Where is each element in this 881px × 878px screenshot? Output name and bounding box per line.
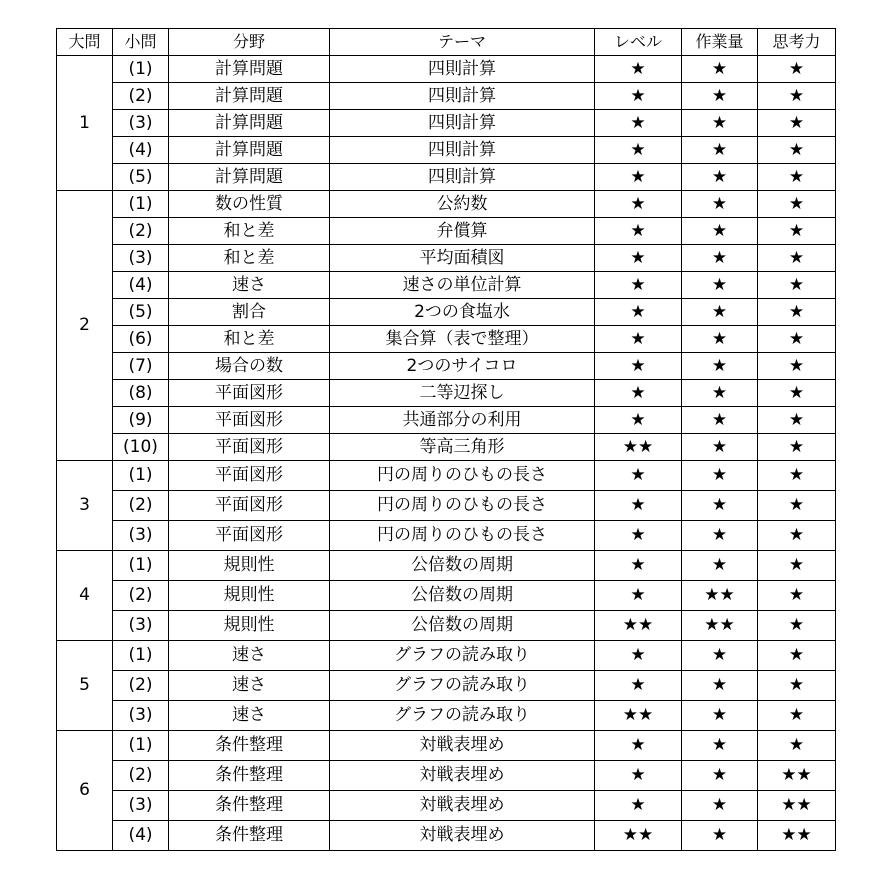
- thinking-rating-cell: ★: [758, 461, 836, 491]
- field-cell: 和と差: [169, 245, 330, 272]
- table-row: [57, 191, 836, 218]
- table-row: [57, 611, 836, 641]
- table-row: [57, 701, 836, 731]
- header-row: [57, 29, 836, 56]
- table-row: [57, 461, 836, 491]
- theme-cell: 四則計算: [330, 83, 595, 110]
- table-row: [57, 761, 836, 791]
- level-rating-cell: ★: [595, 326, 682, 353]
- minor-question-cell: (3): [113, 611, 169, 641]
- thinking-rating-cell: ★: [758, 380, 836, 407]
- theme-cell: 対戦表埋め: [330, 761, 595, 791]
- table-row: [57, 731, 836, 761]
- level-rating-cell: ★: [595, 272, 682, 299]
- field-cell: 規則性: [169, 581, 330, 611]
- workload-rating-cell: ★★: [682, 581, 758, 611]
- header-theme: テーマ: [330, 29, 595, 56]
- field-cell: 計算問題: [169, 110, 330, 137]
- header-major: 大問: [57, 29, 113, 56]
- major-question-cell: 3: [57, 461, 113, 551]
- minor-question-cell: (8): [113, 380, 169, 407]
- field-cell: 計算問題: [169, 83, 330, 110]
- theme-cell: 2つの食塩水: [330, 299, 595, 326]
- thinking-rating-cell: ★: [758, 299, 836, 326]
- thinking-rating-cell: ★★: [758, 791, 836, 821]
- thinking-rating-cell: ★: [758, 641, 836, 671]
- table-row: [57, 521, 836, 551]
- minor-question-cell: (1): [113, 641, 169, 671]
- level-rating-cell: ★★: [595, 701, 682, 731]
- minor-question-cell: (3): [113, 110, 169, 137]
- thinking-rating-cell: ★★: [758, 821, 836, 851]
- level-rating-cell: ★: [595, 137, 682, 164]
- workload-rating-cell: ★: [682, 551, 758, 581]
- thinking-rating-cell: ★: [758, 521, 836, 551]
- workload-rating-cell: ★: [682, 671, 758, 701]
- minor-question-cell: (2): [113, 83, 169, 110]
- minor-question-cell: (3): [113, 791, 169, 821]
- theme-cell: 公倍数の周期: [330, 551, 595, 581]
- thinking-rating-cell: ★: [758, 611, 836, 641]
- theme-cell: 集合算（表で整理）: [330, 326, 595, 353]
- field-cell: 平面図形: [169, 461, 330, 491]
- major-question-cell: 5: [57, 641, 113, 731]
- workload-rating-cell: ★: [682, 83, 758, 110]
- workload-rating-cell: ★★: [682, 611, 758, 641]
- field-cell: 和と差: [169, 218, 330, 245]
- table-row: [57, 164, 836, 191]
- field-cell: 平面図形: [169, 380, 330, 407]
- minor-question-cell: (2): [113, 761, 169, 791]
- header-thinking: 思考力: [758, 29, 836, 56]
- level-rating-cell: ★: [595, 407, 682, 434]
- level-rating-cell: ★: [595, 218, 682, 245]
- theme-cell: 速さの単位計算: [330, 272, 595, 299]
- table-row: [57, 137, 836, 164]
- theme-cell: 四則計算: [330, 56, 595, 83]
- level-rating-cell: ★: [595, 191, 682, 218]
- field-cell: 平面図形: [169, 407, 330, 434]
- workload-rating-cell: ★: [682, 191, 758, 218]
- field-cell: 規則性: [169, 611, 330, 641]
- level-rating-cell: ★: [595, 83, 682, 110]
- table-row: [57, 434, 836, 461]
- minor-question-cell: (1): [113, 551, 169, 581]
- workload-rating-cell: ★: [682, 380, 758, 407]
- level-rating-cell: ★: [595, 56, 682, 83]
- workload-rating-cell: ★: [682, 641, 758, 671]
- workload-rating-cell: ★: [682, 164, 758, 191]
- table-row: [57, 671, 836, 701]
- minor-question-cell: (4): [113, 137, 169, 164]
- level-rating-cell: ★★: [595, 434, 682, 461]
- workload-rating-cell: ★: [682, 791, 758, 821]
- field-cell: 規則性: [169, 551, 330, 581]
- table-row: [57, 245, 836, 272]
- level-rating-cell: ★: [595, 551, 682, 581]
- thinking-rating-cell: ★: [758, 407, 836, 434]
- field-cell: 計算問題: [169, 164, 330, 191]
- table-row: [57, 299, 836, 326]
- workload-rating-cell: ★: [682, 761, 758, 791]
- field-cell: 平面図形: [169, 521, 330, 551]
- thinking-rating-cell: ★: [758, 272, 836, 299]
- table-row: [57, 272, 836, 299]
- table-row: [57, 56, 836, 83]
- field-cell: 平面図形: [169, 491, 330, 521]
- theme-cell: 対戦表埋め: [330, 821, 595, 851]
- thinking-rating-cell: ★: [758, 551, 836, 581]
- level-rating-cell: ★: [595, 521, 682, 551]
- theme-cell: 対戦表埋め: [330, 731, 595, 761]
- theme-cell: 共通部分の利用: [330, 407, 595, 434]
- workload-rating-cell: ★: [682, 491, 758, 521]
- theme-cell: グラフの読み取り: [330, 671, 595, 701]
- table-row: [57, 641, 836, 671]
- workload-rating-cell: ★: [682, 701, 758, 731]
- field-cell: 計算問題: [169, 56, 330, 83]
- workload-rating-cell: ★: [682, 353, 758, 380]
- thinking-rating-cell: ★: [758, 671, 836, 701]
- theme-cell: 対戦表埋め: [330, 791, 595, 821]
- workload-rating-cell: ★: [682, 299, 758, 326]
- level-rating-cell: ★★: [595, 821, 682, 851]
- theme-cell: 円の周りのひもの長さ: [330, 521, 595, 551]
- workload-rating-cell: ★: [682, 731, 758, 761]
- thinking-rating-cell: ★: [758, 326, 836, 353]
- thinking-rating-cell: ★: [758, 353, 836, 380]
- thinking-rating-cell: ★: [758, 731, 836, 761]
- major-question-cell: 4: [57, 551, 113, 641]
- header-level: レベル: [595, 29, 682, 56]
- level-rating-cell: ★: [595, 380, 682, 407]
- header-field: 分野: [169, 29, 330, 56]
- thinking-rating-cell: ★: [758, 218, 836, 245]
- field-cell: 速さ: [169, 671, 330, 701]
- theme-cell: 弁償算: [330, 218, 595, 245]
- field-cell: 条件整理: [169, 791, 330, 821]
- minor-question-cell: (2): [113, 491, 169, 521]
- level-rating-cell: ★: [595, 761, 682, 791]
- thinking-rating-cell: ★: [758, 164, 836, 191]
- field-cell: 速さ: [169, 641, 330, 671]
- minor-question-cell: (3): [113, 521, 169, 551]
- theme-cell: 2つのサイコロ: [330, 353, 595, 380]
- level-rating-cell: ★: [595, 461, 682, 491]
- table-row: [57, 326, 836, 353]
- minor-question-cell: (2): [113, 218, 169, 245]
- major-question-cell: 2: [57, 191, 113, 461]
- level-rating-cell: ★: [595, 671, 682, 701]
- level-rating-cell: ★★: [595, 611, 682, 641]
- thinking-rating-cell: ★: [758, 434, 836, 461]
- header-minor: 小問: [113, 29, 169, 56]
- minor-question-cell: (2): [113, 671, 169, 701]
- workload-rating-cell: ★: [682, 110, 758, 137]
- field-cell: 速さ: [169, 272, 330, 299]
- table-row: [57, 110, 836, 137]
- minor-question-cell: (10): [113, 434, 169, 461]
- thinking-rating-cell: ★: [758, 191, 836, 218]
- minor-question-cell: (1): [113, 461, 169, 491]
- field-cell: 数の性質: [169, 191, 330, 218]
- thinking-rating-cell: ★: [758, 491, 836, 521]
- table-row: [57, 353, 836, 380]
- theme-cell: 公倍数の周期: [330, 611, 595, 641]
- thinking-rating-cell: ★: [758, 137, 836, 164]
- table-row: [57, 581, 836, 611]
- thinking-rating-cell: ★: [758, 83, 836, 110]
- workload-rating-cell: ★: [682, 272, 758, 299]
- theme-cell: 円の周りのひもの長さ: [330, 491, 595, 521]
- thinking-rating-cell: ★: [758, 110, 836, 137]
- field-cell: 条件整理: [169, 821, 330, 851]
- workload-rating-cell: ★: [682, 461, 758, 491]
- level-rating-cell: ★: [595, 353, 682, 380]
- workload-rating-cell: ★: [682, 407, 758, 434]
- level-rating-cell: ★: [595, 245, 682, 272]
- minor-question-cell: (7): [113, 353, 169, 380]
- level-rating-cell: ★: [595, 299, 682, 326]
- table-row: [57, 380, 836, 407]
- theme-cell: 等高三角形: [330, 434, 595, 461]
- theme-cell: グラフの読み取り: [330, 701, 595, 731]
- level-rating-cell: ★: [595, 491, 682, 521]
- theme-cell: 平均面積図: [330, 245, 595, 272]
- thinking-rating-cell: ★: [758, 56, 836, 83]
- minor-question-cell: (5): [113, 164, 169, 191]
- thinking-rating-cell: ★★: [758, 761, 836, 791]
- major-question-cell: 1: [57, 56, 113, 191]
- workload-rating-cell: ★: [682, 245, 758, 272]
- workload-rating-cell: ★: [682, 521, 758, 551]
- workload-rating-cell: ★: [682, 821, 758, 851]
- minor-question-cell: (2): [113, 581, 169, 611]
- field-cell: 速さ: [169, 701, 330, 731]
- workload-rating-cell: ★: [682, 137, 758, 164]
- minor-question-cell: (3): [113, 701, 169, 731]
- workload-rating-cell: ★: [682, 326, 758, 353]
- minor-question-cell: (3): [113, 245, 169, 272]
- minor-question-cell: (9): [113, 407, 169, 434]
- thinking-rating-cell: ★: [758, 701, 836, 731]
- table-body: [57, 56, 836, 851]
- table-row: [57, 218, 836, 245]
- problem-analysis-table: [56, 28, 836, 851]
- field-cell: 平面図形: [169, 434, 330, 461]
- thinking-rating-cell: ★: [758, 245, 836, 272]
- table-row: [57, 551, 836, 581]
- theme-cell: グラフの読み取り: [330, 641, 595, 671]
- field-cell: 条件整理: [169, 731, 330, 761]
- field-cell: 割合: [169, 299, 330, 326]
- thinking-rating-cell: ★: [758, 581, 836, 611]
- level-rating-cell: ★: [595, 791, 682, 821]
- theme-cell: 四則計算: [330, 164, 595, 191]
- theme-cell: 四則計算: [330, 137, 595, 164]
- table-row: [57, 491, 836, 521]
- field-cell: 和と差: [169, 326, 330, 353]
- minor-question-cell: (1): [113, 191, 169, 218]
- major-question-cell: 6: [57, 731, 113, 851]
- theme-cell: 公倍数の周期: [330, 581, 595, 611]
- table-row: [57, 821, 836, 851]
- minor-question-cell: (4): [113, 272, 169, 299]
- theme-cell: 円の周りのひもの長さ: [330, 461, 595, 491]
- theme-cell: 四則計算: [330, 110, 595, 137]
- field-cell: 条件整理: [169, 761, 330, 791]
- minor-question-cell: (1): [113, 56, 169, 83]
- workload-rating-cell: ★: [682, 218, 758, 245]
- field-cell: 計算問題: [169, 137, 330, 164]
- minor-question-cell: (5): [113, 299, 169, 326]
- minor-question-cell: (1): [113, 731, 169, 761]
- theme-cell: 二等辺探し: [330, 380, 595, 407]
- table-row: [57, 83, 836, 110]
- field-cell: 場合の数: [169, 353, 330, 380]
- level-rating-cell: ★: [595, 110, 682, 137]
- theme-cell: 公約数: [330, 191, 595, 218]
- table-row: [57, 407, 836, 434]
- level-rating-cell: ★: [595, 581, 682, 611]
- level-rating-cell: ★: [595, 164, 682, 191]
- level-rating-cell: ★: [595, 731, 682, 761]
- table-row: [57, 791, 836, 821]
- workload-rating-cell: ★: [682, 434, 758, 461]
- minor-question-cell: (6): [113, 326, 169, 353]
- header-workload: 作業量: [682, 29, 758, 56]
- workload-rating-cell: ★: [682, 56, 758, 83]
- minor-question-cell: (4): [113, 821, 169, 851]
- level-rating-cell: ★: [595, 641, 682, 671]
